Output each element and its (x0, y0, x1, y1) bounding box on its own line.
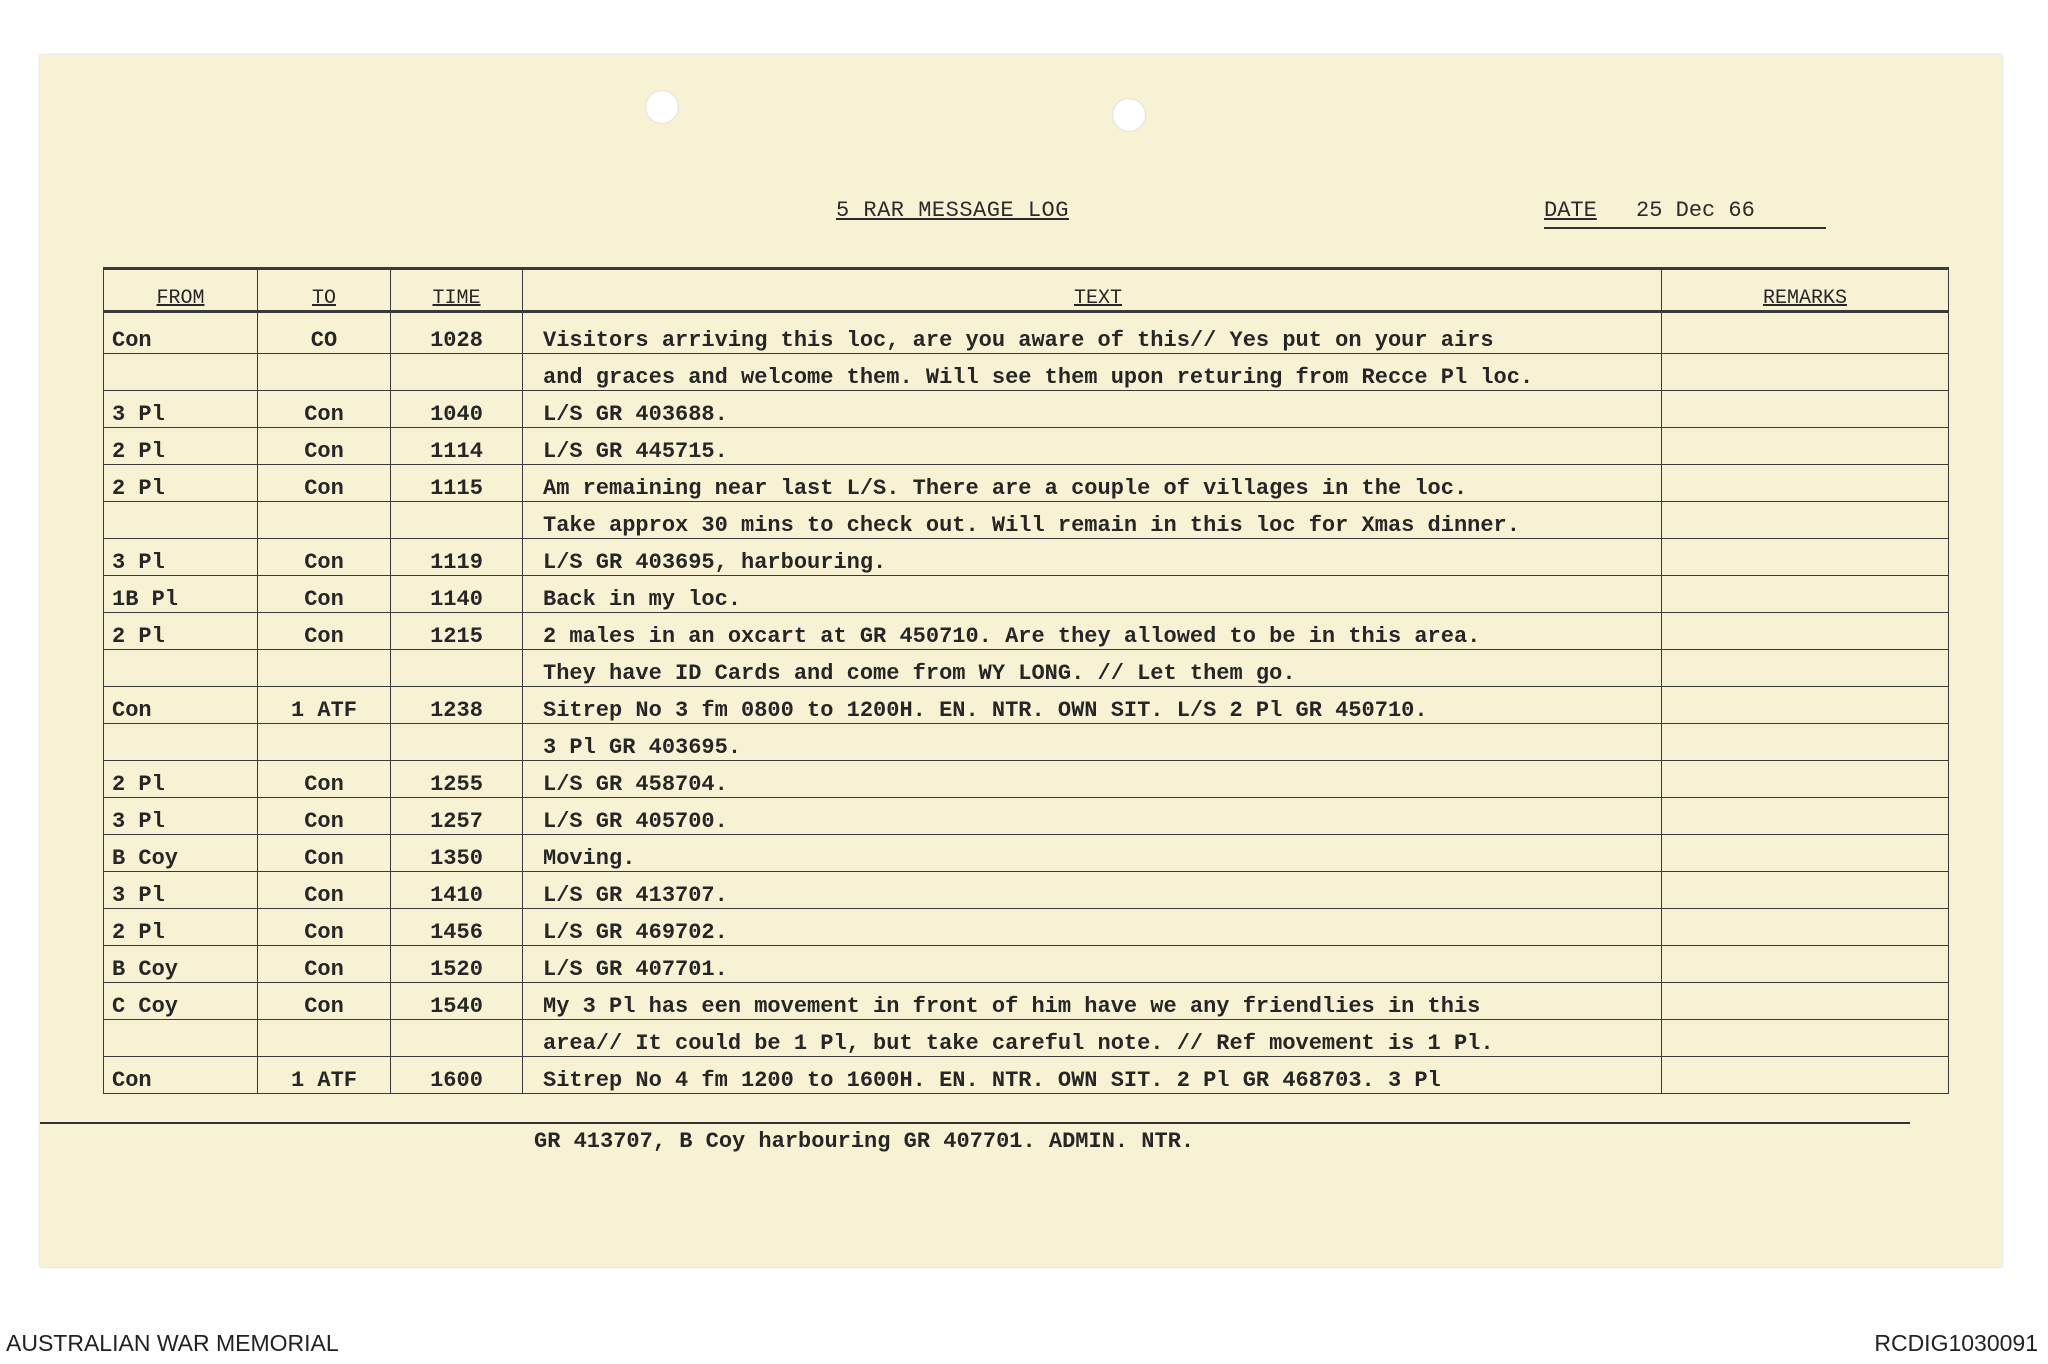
cell-text: L/S GR 405700. (523, 798, 1662, 835)
cell-remarks (1662, 650, 1949, 687)
cell-time: 1520 (391, 946, 523, 983)
table-row (104, 761, 1949, 798)
cell-from: 3 Pl (104, 798, 258, 835)
cell-time (391, 502, 523, 539)
cell-from: Con (104, 687, 258, 724)
cell-remarks (1662, 946, 1949, 983)
cell-time: 1140 (391, 576, 523, 613)
cell-text: L/S GR 407701. (523, 946, 1662, 983)
cell-from: Con (104, 1057, 258, 1094)
table-row (104, 354, 1949, 391)
cell-to: 1 ATF (258, 1057, 391, 1094)
cell-text: Visitors arriving this loc, are you aware of this// Yes put on your airs (523, 312, 1662, 354)
cell-time (391, 354, 523, 391)
table-row (104, 428, 1949, 465)
cell-to: Con (258, 576, 391, 613)
cell-remarks (1662, 724, 1949, 761)
table-row (104, 724, 1949, 761)
cell-text: Back in my loc. (523, 576, 1662, 613)
table-row (104, 872, 1949, 909)
cell-to: Con (258, 428, 391, 465)
column-header-time: TIME (391, 269, 523, 312)
cell-from: 2 Pl (104, 909, 258, 946)
cell-time (391, 1020, 523, 1057)
cell-time: 1257 (391, 798, 523, 835)
cell-to: Con (258, 391, 391, 428)
cell-text: Am remaining near last L/S. There are a couple of villages in the loc. (523, 465, 1662, 502)
cell-to: Con (258, 983, 391, 1020)
cell-time: 1115 (391, 465, 523, 502)
cell-to (258, 724, 391, 761)
cell-to: 1 ATF (258, 687, 391, 724)
cell-from: 3 Pl (104, 539, 258, 576)
column-header-from: FROM (104, 269, 258, 312)
cell-time (391, 724, 523, 761)
cell-to: Con (258, 539, 391, 576)
cell-text: Take approx 30 mins to check out. Will remain in this loc for Xmas dinner. (523, 502, 1662, 539)
table-row (104, 687, 1949, 724)
cell-text: Moving. (523, 835, 1662, 872)
cell-to (258, 502, 391, 539)
cell-text: They have ID Cards and come from WY LONG. // Let them go. (523, 650, 1662, 687)
table-row (104, 502, 1949, 539)
cell-time: 1540 (391, 983, 523, 1020)
date-label: DATE (1544, 198, 1597, 223)
cell-to (258, 650, 391, 687)
cell-to: CO (258, 312, 391, 354)
cell-text: L/S GR 403688. (523, 391, 1662, 428)
cell-remarks (1662, 312, 1949, 354)
table-row (104, 1020, 1949, 1057)
cell-text: L/S GR 458704. (523, 761, 1662, 798)
cell-text: and graces and welcome them. Will see them upon returing from Recce Pl loc. (523, 354, 1662, 391)
cell-from: 2 Pl (104, 428, 258, 465)
footer-reference: RCDIG1030091 (1874, 1330, 2038, 1356)
table-row (104, 650, 1949, 687)
date-value: 25 Dec 66 (1636, 198, 1755, 223)
cell-text: 3 Pl GR 403695. (523, 724, 1662, 761)
document-title: 5 RAR MESSAGE LOG (836, 198, 1069, 223)
cell-text: Sitrep No 3 fm 0800 to 1200H. EN. NTR. OWN SIT. L/S 2 Pl GR 450710. (523, 687, 1662, 724)
cell-to: Con (258, 465, 391, 502)
cell-remarks (1662, 983, 1949, 1020)
table-row (104, 539, 1949, 576)
cell-remarks (1662, 798, 1949, 835)
cell-remarks (1662, 465, 1949, 502)
cell-to: Con (258, 835, 391, 872)
cell-from (104, 1020, 258, 1057)
table-row (104, 576, 1949, 613)
cell-remarks (1662, 909, 1949, 946)
cell-remarks (1662, 354, 1949, 391)
punch-hole-left (645, 90, 679, 124)
table-header-row (104, 269, 1949, 312)
cell-time: 1028 (391, 312, 523, 354)
column-header-remarks: REMARKS (1662, 269, 1949, 312)
date-block (1544, 198, 1826, 229)
cell-from (104, 724, 258, 761)
cell-to: Con (258, 872, 391, 909)
cell-to: Con (258, 909, 391, 946)
cell-from: 2 Pl (104, 761, 258, 798)
cell-text: L/S GR 445715. (523, 428, 1662, 465)
cell-to (258, 354, 391, 391)
cell-from: 1B Pl (104, 576, 258, 613)
footer-archive-name: AUSTRALIAN WAR MEMORIAL (6, 1330, 339, 1356)
cell-text: Sitrep No 4 fm 1200 to 1600H. EN. NTR. OWN SIT. 2 Pl GR 468703. 3 Pl (523, 1057, 1662, 1094)
cell-time: 1350 (391, 835, 523, 872)
cell-remarks (1662, 1020, 1949, 1057)
cell-from (104, 650, 258, 687)
cell-from: 3 Pl (104, 872, 258, 909)
cell-to: Con (258, 761, 391, 798)
table-row (104, 946, 1949, 983)
cell-remarks (1662, 761, 1949, 798)
cell-remarks (1662, 428, 1949, 465)
trailing-text: GR 413707, B Coy harbouring GR 407701. ADMIN. NTR. (534, 1129, 1195, 1154)
table-row (104, 312, 1949, 354)
cell-remarks (1662, 576, 1949, 613)
cell-from: 2 Pl (104, 613, 258, 650)
cell-remarks (1662, 687, 1949, 724)
table-row (104, 835, 1949, 872)
cell-from: C Coy (104, 983, 258, 1020)
cell-time: 1410 (391, 872, 523, 909)
cell-from: Con (104, 312, 258, 354)
cell-to (258, 1020, 391, 1057)
cell-time: 1255 (391, 761, 523, 798)
cell-text: 2 males in an oxcart at GR 450710. Are they allowed to be in this area. (523, 613, 1662, 650)
cell-time: 1238 (391, 687, 523, 724)
cell-time: 1114 (391, 428, 523, 465)
cell-time: 1600 (391, 1057, 523, 1094)
page-rule (40, 1122, 1910, 1124)
cell-remarks (1662, 613, 1949, 650)
message-log-table (103, 267, 1949, 1094)
cell-from: B Coy (104, 946, 258, 983)
cell-remarks (1662, 835, 1949, 872)
table-row (104, 465, 1949, 502)
cell-text: My 3 Pl has een movement in front of him have we any friendlies in this (523, 983, 1662, 1020)
cell-remarks (1662, 872, 1949, 909)
table-body (104, 312, 1949, 1094)
table-row (104, 391, 1949, 428)
table-row (104, 613, 1949, 650)
column-header-to: TO (258, 269, 391, 312)
cell-time: 1215 (391, 613, 523, 650)
cell-from: 3 Pl (104, 391, 258, 428)
cell-from: 2 Pl (104, 465, 258, 502)
table-row (104, 983, 1949, 1020)
cell-from (104, 502, 258, 539)
cell-time: 1456 (391, 909, 523, 946)
cell-to: Con (258, 798, 391, 835)
cell-time: 1119 (391, 539, 523, 576)
cell-remarks (1662, 1057, 1949, 1094)
cell-text: L/S GR 469702. (523, 909, 1662, 946)
cell-to: Con (258, 613, 391, 650)
cell-time (391, 650, 523, 687)
cell-text: area// It could be 1 Pl, but take careful note. // Ref movement is 1 Pl. (523, 1020, 1662, 1057)
column-header-text: TEXT (523, 269, 1662, 312)
cell-remarks (1662, 502, 1949, 539)
cell-to: Con (258, 946, 391, 983)
cell-text: L/S GR 403695, harbouring. (523, 539, 1662, 576)
table-row (104, 798, 1949, 835)
cell-text: L/S GR 413707. (523, 872, 1662, 909)
cell-remarks (1662, 391, 1949, 428)
table-row (104, 909, 1949, 946)
cell-from: B Coy (104, 835, 258, 872)
cell-time: 1040 (391, 391, 523, 428)
cell-remarks (1662, 539, 1949, 576)
table-row (104, 1057, 1949, 1094)
cell-from (104, 354, 258, 391)
punch-hole-right (1112, 98, 1146, 132)
